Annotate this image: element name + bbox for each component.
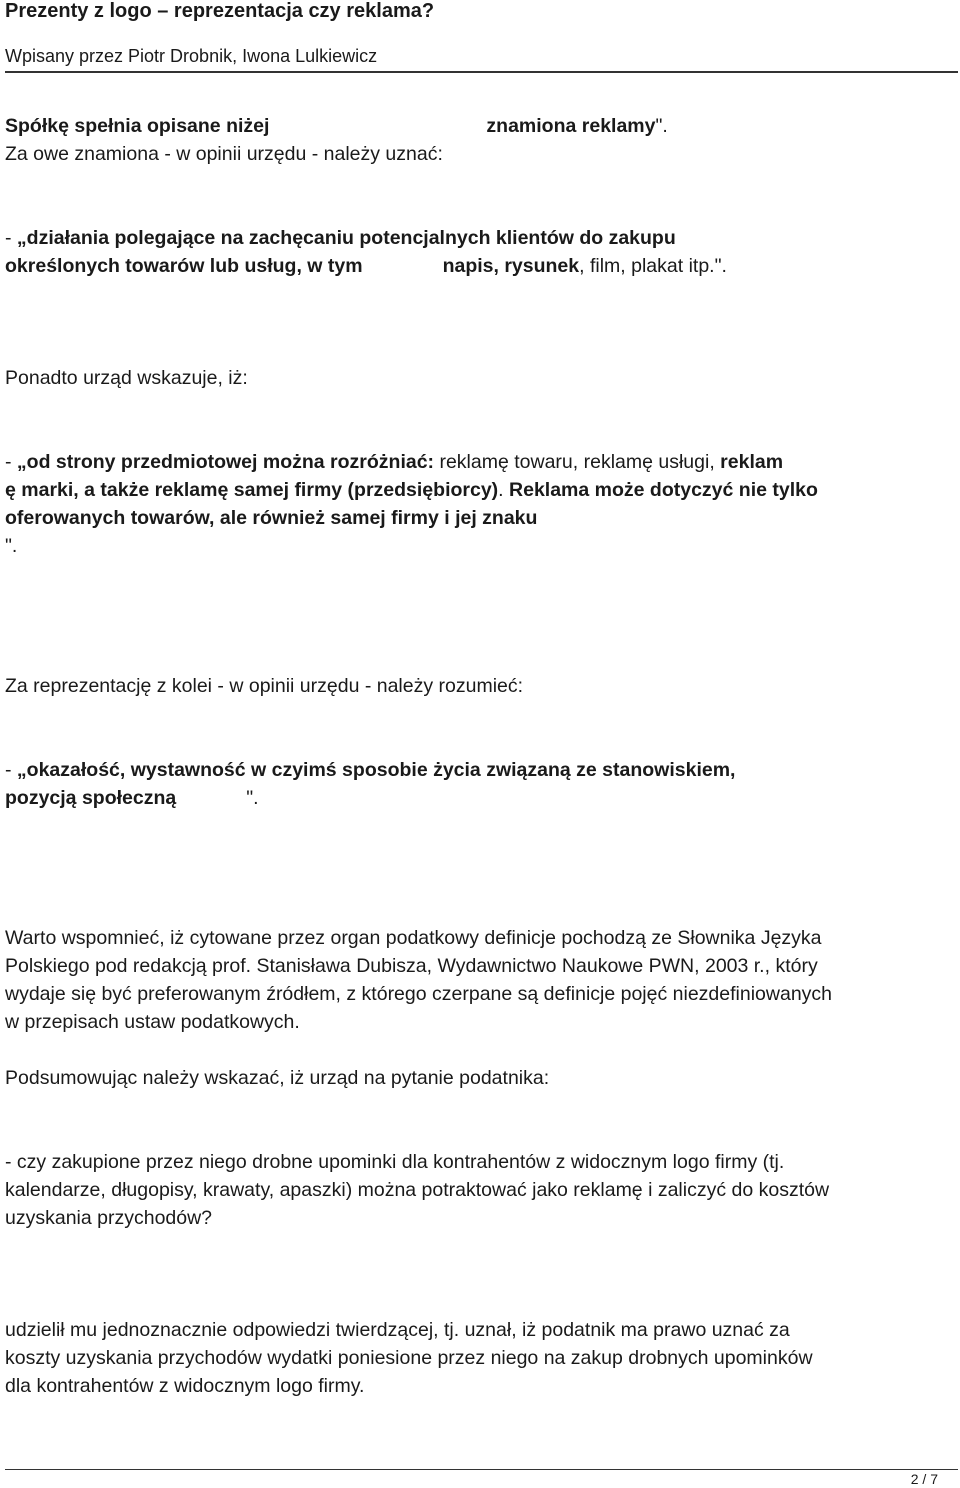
list-dash: - (5, 759, 17, 781)
text-bold: określonych towarów lub usług, w tym (5, 255, 363, 277)
paragraph-dictionary-line-2: Polskiego pod redakcją prof. Stanisława Dubisza, Wydawnictwo Naukowe PWN, 2003 r., który (5, 955, 818, 977)
text: reklamę towaru, reklamę usługi, (434, 451, 721, 473)
paragraph-dictionary-line-3: wydaje się być preferowanym źródłem, z którego czerpane są definicje pojęć niezdefiniowanych (5, 983, 833, 1005)
text-bold: Spółkę spełnia opisane niżej (5, 115, 270, 137)
text-bold: Reklama może dotyczyć nie tylko (509, 479, 818, 501)
quote-advertising-line-1 (5, 224, 676, 252)
paragraph-intro-line-2: Za owe znamiona - w opinii urzędu - należy uznać: (5, 143, 443, 165)
text-bold: „okazałość, wystawność w czyimś sposobie życia związaną ze stanowiskiem, (16, 759, 736, 781)
list-dash: - (5, 227, 17, 249)
paragraph-dictionary-line-1: Warto wspomnieć, iż cytowane przez organ podatkowy definicje pochodzą ze Słownika Języka (5, 927, 822, 949)
question-line-1: - czy zakupione przez niego drobne upominki dla kontrahentów z widocznym logo firmy (tj. (5, 1151, 785, 1173)
text: . (498, 479, 510, 501)
paragraph-intro-line-1 (5, 112, 668, 140)
quote-advertising-line-2 (5, 252, 727, 280)
text: , film, plakat itp.". (579, 255, 727, 277)
header-divider (5, 71, 958, 73)
quote-representation-line-1 (5, 756, 735, 784)
question-line-3: uzyskania przychodów? (5, 1207, 213, 1229)
quote-subject-line-1 (5, 448, 783, 476)
article-authors: Wpisany przez Piotr Drobnik, Iwona Lulkiewicz (5, 46, 378, 66)
paragraph-office-indicates: Ponadto urząd wskazuje, iż: (5, 367, 248, 389)
text-bold: napis, rysunek (442, 255, 580, 277)
answer-line-3: dla kontrahentów z widocznym logo firmy. (5, 1375, 365, 1397)
quote-subject-line-4: ". (5, 535, 18, 557)
text-bold: „od strony przedmiotowej można rozróżniać: (16, 451, 435, 473)
quote-subject-line-3 (5, 504, 537, 532)
text: ". (246, 787, 259, 809)
paragraph-dictionary-line-4: w przepisach ustaw podatkowych. (5, 1011, 300, 1033)
text-bold: ę marki, a także reklamę samej firmy (przedsiębiorcy) (5, 479, 499, 501)
page-number: 2 / 7 (910, 1471, 938, 1487)
question-line-2: kalendarze, długopisy, krawaty, apaszki) można potraktować jako reklamę i zaliczyć do kosztów (5, 1179, 830, 1201)
text-bold: pozycją społeczną (5, 787, 177, 809)
text-bold: reklam (720, 451, 784, 473)
answer-line-1: udzielił mu jednoznacznie odpowiedzi twierdzącej, tj. uznał, iż podatnik ma prawo uznać za (5, 1319, 790, 1341)
text-bold: oferowanych towarów, ale również samej firmy i jej znaku (5, 507, 538, 529)
quote-subject-line-2 (5, 476, 818, 504)
text-bold: znamiona reklamy (486, 115, 656, 137)
quote-representation-line-2 (5, 784, 259, 812)
page-title: Prezenty z logo – reprezentacja czy reklama? (5, 0, 435, 22)
text-bold: „działania polegające na zachęcaniu potencjalnych klientów do zakupu (16, 227, 676, 249)
answer-line-2: koszty uzyskania przychodów wydatki poniesione przez niego na zakup drobnych upominków (5, 1347, 813, 1369)
text: ". (655, 115, 668, 137)
paragraph-representation: Za reprezentację z kolei - w opinii urzędu - należy rozumieć: (5, 675, 524, 697)
paragraph-summary: Podsumowując należy wskazać, iż urząd na pytanie podatnika: (5, 1067, 550, 1089)
footer-divider (5, 1469, 958, 1470)
list-dash: - (5, 451, 17, 473)
